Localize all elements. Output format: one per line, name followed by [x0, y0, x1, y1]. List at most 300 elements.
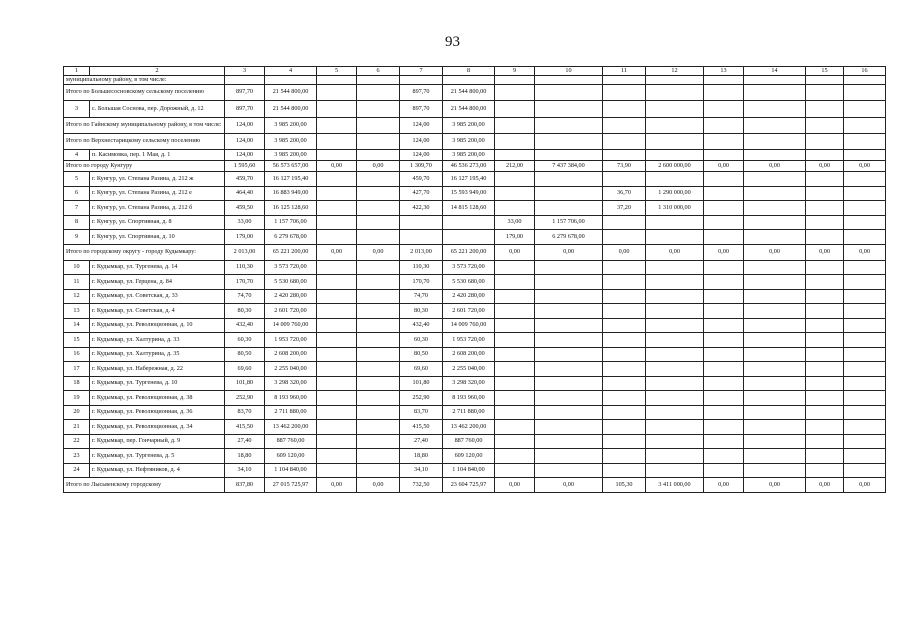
row-label: Итого по городскому округу - городу Кудымкару: — [64, 244, 225, 260]
table-cell — [603, 289, 646, 304]
table-cell: 897,70 — [400, 85, 443, 101]
table-cell — [535, 172, 603, 187]
table-cell: 422,30 — [400, 201, 443, 216]
table-cell: 2 711 880,00 — [443, 405, 495, 420]
table-row — [64, 304, 886, 319]
table-cell — [704, 391, 744, 406]
table-cell — [535, 76, 603, 85]
row-address: г. Кунгур, ул. Спортивная, д. 8 — [90, 215, 225, 230]
header-cell: 10 — [535, 67, 603, 76]
table-cell — [357, 463, 400, 478]
table-cell — [704, 449, 744, 464]
table-cell — [265, 76, 317, 85]
table-cell — [806, 362, 844, 377]
row-address: г. Кудымкар, ул. Тургенева, д. 14 — [90, 260, 225, 275]
table-cell — [744, 186, 806, 201]
table-cell — [357, 85, 400, 101]
table-cell — [806, 318, 844, 333]
table-cell: 2 601 720,00 — [443, 304, 495, 319]
table-cell: 179,00 — [225, 230, 265, 245]
table-cell: 33,00 — [495, 215, 535, 230]
table-cell: 27 015 725,97 — [265, 478, 317, 493]
table-cell — [535, 101, 603, 118]
table-cell — [495, 118, 535, 134]
table-cell: 124,00 — [225, 134, 265, 150]
table-cell: 1 157 706,00 — [535, 215, 603, 230]
row-number: 18 — [64, 376, 90, 391]
table-cell — [844, 201, 886, 216]
row-address: г. Кунгур, ул. Степана Разина, д. 212 ж — [90, 172, 225, 187]
table-cell — [646, 289, 704, 304]
table-cell — [357, 260, 400, 275]
table-cell — [704, 347, 744, 362]
table-cell: 60,30 — [225, 333, 265, 348]
table-cell — [495, 76, 535, 85]
table-cell — [495, 434, 535, 449]
header-cell: 6 — [357, 67, 400, 76]
table-cell: 1 309,70 — [400, 161, 443, 172]
table-cell — [317, 376, 357, 391]
table-cell — [744, 405, 806, 420]
table-cell — [646, 150, 704, 161]
table-cell: 0,00 — [744, 161, 806, 172]
table-cell: 6 279 678,00 — [535, 230, 603, 245]
table-cell — [495, 318, 535, 333]
table-cell: 65 221 200,00 — [265, 244, 317, 260]
table-cell: 1 310 000,00 — [646, 201, 704, 216]
table-cell — [646, 260, 704, 275]
row-number: 10 — [64, 260, 90, 275]
row-address: г. Кудымкар, ул. Халтурина, д. 33 — [90, 333, 225, 348]
row-address: г. Кудымкар, пер. Гончарный, д. 9 — [90, 434, 225, 449]
table-cell: 170,70 — [225, 275, 265, 290]
table-row-total — [64, 76, 886, 85]
table-cell — [844, 304, 886, 319]
row-number: 4 — [64, 150, 90, 161]
table-cell — [495, 347, 535, 362]
table-cell — [357, 186, 400, 201]
table-cell — [400, 76, 443, 85]
table-cell: 432,40 — [225, 318, 265, 333]
table-row — [64, 230, 886, 245]
table-row — [64, 405, 886, 420]
table-cell — [495, 150, 535, 161]
table-cell — [744, 172, 806, 187]
table-cell — [357, 150, 400, 161]
table-row — [64, 376, 886, 391]
table-cell — [844, 76, 886, 85]
table-cell — [535, 347, 603, 362]
table-cell — [844, 230, 886, 245]
table-cell — [646, 405, 704, 420]
row-label: Итого по Верхнестарицкому сельскому поселению — [64, 134, 225, 150]
table-row — [64, 318, 886, 333]
table-cell — [495, 101, 535, 118]
table-row — [64, 101, 886, 118]
table-cell — [806, 230, 844, 245]
table-cell — [357, 289, 400, 304]
table-cell: 1 157 706,00 — [265, 215, 317, 230]
table-cell: 0,00 — [603, 244, 646, 260]
table-cell — [603, 376, 646, 391]
table-cell — [495, 275, 535, 290]
table-cell: 124,00 — [225, 150, 265, 161]
table-cell — [495, 449, 535, 464]
header-cell: 12 — [646, 67, 704, 76]
table-cell — [357, 405, 400, 420]
table-cell: 0,00 — [317, 478, 357, 493]
table-cell — [357, 172, 400, 187]
table-cell — [844, 463, 886, 478]
table-cell — [844, 391, 886, 406]
table-cell: 3 985 200,00 — [443, 150, 495, 161]
table-cell — [646, 318, 704, 333]
table-cell — [603, 215, 646, 230]
table-cell — [744, 362, 806, 377]
table-cell — [603, 150, 646, 161]
table-row — [64, 201, 886, 216]
table-cell — [806, 434, 844, 449]
row-number: 23 — [64, 449, 90, 464]
row-number: 14 — [64, 318, 90, 333]
table-row-total — [64, 134, 886, 150]
table-row — [64, 289, 886, 304]
table-cell: 124,00 — [225, 118, 265, 134]
table-cell — [317, 150, 357, 161]
table-row — [64, 362, 886, 377]
table-cell — [744, 230, 806, 245]
table-cell — [317, 420, 357, 435]
table-cell — [744, 434, 806, 449]
table-cell — [603, 449, 646, 464]
table-cell — [357, 304, 400, 319]
table-cell — [844, 434, 886, 449]
table-cell — [806, 186, 844, 201]
table-cell: 21 544 800,00 — [443, 85, 495, 101]
table-cell — [704, 215, 744, 230]
row-address: г. Кудымкар, ул. Революционная, д. 10 — [90, 318, 225, 333]
table-cell: 2 255 040,00 — [443, 362, 495, 377]
table-cell — [806, 275, 844, 290]
table-cell — [646, 172, 704, 187]
table-row — [64, 275, 886, 290]
table-cell — [744, 150, 806, 161]
row-number: 12 — [64, 289, 90, 304]
table-body — [64, 67, 886, 493]
row-number: 7 — [64, 201, 90, 216]
table-cell — [317, 289, 357, 304]
header-cell: 9 — [495, 67, 535, 76]
table-cell — [806, 405, 844, 420]
table-cell: 0,00 — [704, 244, 744, 260]
table-cell — [535, 260, 603, 275]
table-cell — [495, 186, 535, 201]
table-cell — [357, 101, 400, 118]
table-cell: 2 420 280,00 — [443, 289, 495, 304]
table-cell — [646, 434, 704, 449]
table-cell — [646, 333, 704, 348]
table-cell — [844, 420, 886, 435]
table-cell — [646, 76, 704, 85]
table-cell — [317, 391, 357, 406]
table-cell: 0,00 — [806, 244, 844, 260]
document-table — [63, 66, 886, 493]
table-cell — [646, 101, 704, 118]
table-cell — [317, 186, 357, 201]
table-cell — [744, 318, 806, 333]
table-cell: 252,90 — [225, 391, 265, 406]
table-cell — [844, 405, 886, 420]
table-cell — [744, 134, 806, 150]
table-cell — [844, 85, 886, 101]
table-cell — [603, 134, 646, 150]
table-cell — [744, 289, 806, 304]
table-cell — [844, 347, 886, 362]
table-cell — [357, 76, 400, 85]
table-cell: 609 120,00 — [265, 449, 317, 464]
table-cell — [443, 76, 495, 85]
table-cell — [844, 172, 886, 187]
table-cell — [844, 260, 886, 275]
row-address: г. Кунгур, ул. Спортивная, д. 10 — [90, 230, 225, 245]
table-cell — [806, 333, 844, 348]
table-cell — [744, 76, 806, 85]
table-cell — [806, 449, 844, 464]
table-cell — [704, 304, 744, 319]
table-cell — [535, 134, 603, 150]
table-cell: 732,50 — [400, 478, 443, 493]
table-cell — [535, 275, 603, 290]
table-cell: 0,00 — [357, 161, 400, 172]
table-cell: 837,80 — [225, 478, 265, 493]
row-address: г. Кудымкар, ул. Набережная, д. 22 — [90, 362, 225, 377]
table-cell — [844, 150, 886, 161]
table-cell — [317, 362, 357, 377]
table-row-total — [64, 85, 886, 101]
table-cell — [317, 463, 357, 478]
table-cell: 0,00 — [744, 478, 806, 493]
table-cell: 16 127 195,40 — [443, 172, 495, 187]
table-cell — [535, 304, 603, 319]
table-cell: 124,00 — [400, 118, 443, 134]
table-cell — [704, 201, 744, 216]
table-cell — [603, 391, 646, 406]
table-cell: 1 953 720,00 — [265, 333, 317, 348]
table-cell: 212,00 — [495, 161, 535, 172]
table-row — [64, 150, 886, 161]
table-cell — [646, 347, 704, 362]
table-row — [64, 260, 886, 275]
table-cell — [603, 85, 646, 101]
table-cell: 21 544 800,00 — [265, 101, 317, 118]
table-cell — [495, 420, 535, 435]
table-cell: 170,70 — [400, 275, 443, 290]
table-row-total — [64, 161, 886, 172]
table-cell — [495, 463, 535, 478]
table-row — [64, 449, 886, 464]
table-cell: 33,00 — [225, 215, 265, 230]
row-number: 15 — [64, 333, 90, 348]
table-cell: 3 985 200,00 — [265, 118, 317, 134]
row-label: муниципальному району, в том числе: — [64, 76, 225, 85]
table-cell: 1 953 720,00 — [443, 333, 495, 348]
table-cell — [744, 215, 806, 230]
table-cell: 18,80 — [400, 449, 443, 464]
table-cell: 2 013,00 — [225, 244, 265, 260]
table-cell — [844, 186, 886, 201]
row-number: 17 — [64, 362, 90, 377]
table-cell: 1 104 840,00 — [443, 463, 495, 478]
table-cell: 8 193 960,00 — [265, 391, 317, 406]
table-cell — [844, 134, 886, 150]
table-cell: 0,00 — [704, 161, 744, 172]
table-cell — [317, 434, 357, 449]
table-cell: 7 437 384,00 — [535, 161, 603, 172]
table-cell: 2 608 200,00 — [443, 347, 495, 362]
table-cell — [357, 118, 400, 134]
table-cell — [603, 420, 646, 435]
table-cell: 0,00 — [844, 478, 886, 493]
table-cell: 110,30 — [225, 260, 265, 275]
table-cell — [646, 362, 704, 377]
table-cell — [704, 101, 744, 118]
table-cell — [400, 215, 443, 230]
table-row — [64, 391, 886, 406]
row-address: г. Кудымкар, ул. Революционная, д. 34 — [90, 420, 225, 435]
row-address: г. Кудымкар, ул. Революционная, д. 36 — [90, 405, 225, 420]
table-cell — [806, 101, 844, 118]
table-cell: 0,00 — [357, 478, 400, 493]
row-number: 5 — [64, 172, 90, 187]
table-cell — [443, 215, 495, 230]
table-cell — [535, 449, 603, 464]
table-cell — [704, 76, 744, 85]
table-cell — [357, 275, 400, 290]
table-cell: 80,50 — [400, 347, 443, 362]
table-cell — [806, 201, 844, 216]
table-cell: 0,00 — [806, 161, 844, 172]
table-cell: 37,20 — [603, 201, 646, 216]
row-number: 22 — [64, 434, 90, 449]
table-cell — [704, 420, 744, 435]
table-cell — [844, 333, 886, 348]
row-address: г. Кудымкар, ул. Тургенева, д. 10 — [90, 376, 225, 391]
table-cell: 0,00 — [704, 478, 744, 493]
row-label: Итого по Лысьвенскому городскому — [64, 478, 225, 493]
table-cell: 2 600 000,00 — [646, 161, 704, 172]
table-cell: 83,70 — [225, 405, 265, 420]
table-cell — [495, 201, 535, 216]
row-number: 3 — [64, 101, 90, 118]
table-cell — [495, 172, 535, 187]
table-cell — [646, 449, 704, 464]
table-cell — [704, 172, 744, 187]
table-cell: 3 985 200,00 — [265, 134, 317, 150]
table-cell — [744, 118, 806, 134]
table-cell — [806, 420, 844, 435]
table-cell — [806, 215, 844, 230]
table-cell: 36,70 — [603, 186, 646, 201]
table-cell — [646, 463, 704, 478]
table-cell — [495, 333, 535, 348]
table-cell: 459,70 — [400, 172, 443, 187]
table-cell — [535, 391, 603, 406]
table-cell — [535, 463, 603, 478]
table-cell: 80,50 — [225, 347, 265, 362]
table-cell: 3 985 200,00 — [443, 118, 495, 134]
table-cell — [844, 118, 886, 134]
table-cell — [806, 172, 844, 187]
table-cell: 69,60 — [225, 362, 265, 377]
table-cell — [317, 101, 357, 118]
row-number: 20 — [64, 405, 90, 420]
table-cell: 252,90 — [400, 391, 443, 406]
table-cell: 8 193 960,00 — [443, 391, 495, 406]
table-cell — [744, 85, 806, 101]
table-cell: 34,10 — [400, 463, 443, 478]
table-cell: 2 255 040,00 — [265, 362, 317, 377]
table-cell — [744, 420, 806, 435]
table-cell — [704, 186, 744, 201]
table-cell — [704, 260, 744, 275]
table-cell — [704, 118, 744, 134]
table-cell — [317, 134, 357, 150]
table-cell: 13 462 200,00 — [265, 420, 317, 435]
row-address: г. Кудымкар, ул. Советская, д. 4 — [90, 304, 225, 319]
table-cell — [495, 260, 535, 275]
table-cell — [357, 318, 400, 333]
table-cell: 56 573 657,00 — [265, 161, 317, 172]
table-cell: 179,00 — [495, 230, 535, 245]
table-cell: 46 536 273,00 — [443, 161, 495, 172]
row-number: 8 — [64, 215, 90, 230]
table-cell: 27,40 — [400, 434, 443, 449]
header-cell: 16 — [844, 67, 886, 76]
table-cell — [806, 304, 844, 319]
table-cell: 2 711 880,00 — [265, 405, 317, 420]
table-cell: 5 530 680,00 — [265, 275, 317, 290]
row-number: 6 — [64, 186, 90, 201]
table-cell: 1 104 840,00 — [265, 463, 317, 478]
table-cell — [704, 318, 744, 333]
table-cell — [317, 201, 357, 216]
table-cell: 3 985 200,00 — [443, 134, 495, 150]
table-cell — [357, 391, 400, 406]
table-cell: 0,00 — [535, 478, 603, 493]
table-cell — [317, 333, 357, 348]
table-cell — [603, 434, 646, 449]
table-cell — [806, 391, 844, 406]
table-cell: 0,00 — [495, 478, 535, 493]
table-cell — [806, 376, 844, 391]
table-cell — [806, 260, 844, 275]
document-table-container — [63, 66, 885, 493]
table-cell — [844, 215, 886, 230]
table-cell: 2 420 280,00 — [265, 289, 317, 304]
table-cell — [357, 376, 400, 391]
table-cell — [704, 85, 744, 101]
table-cell — [844, 449, 886, 464]
table-cell — [744, 463, 806, 478]
table-cell — [535, 201, 603, 216]
table-cell — [844, 318, 886, 333]
table-cell: 21 544 800,00 — [443, 101, 495, 118]
table-row-total — [64, 244, 886, 260]
table-cell — [317, 118, 357, 134]
table-row — [64, 172, 886, 187]
row-address: п. Касимовка, пер. 1 Мая, д. 1 — [90, 150, 225, 161]
row-number: 19 — [64, 391, 90, 406]
